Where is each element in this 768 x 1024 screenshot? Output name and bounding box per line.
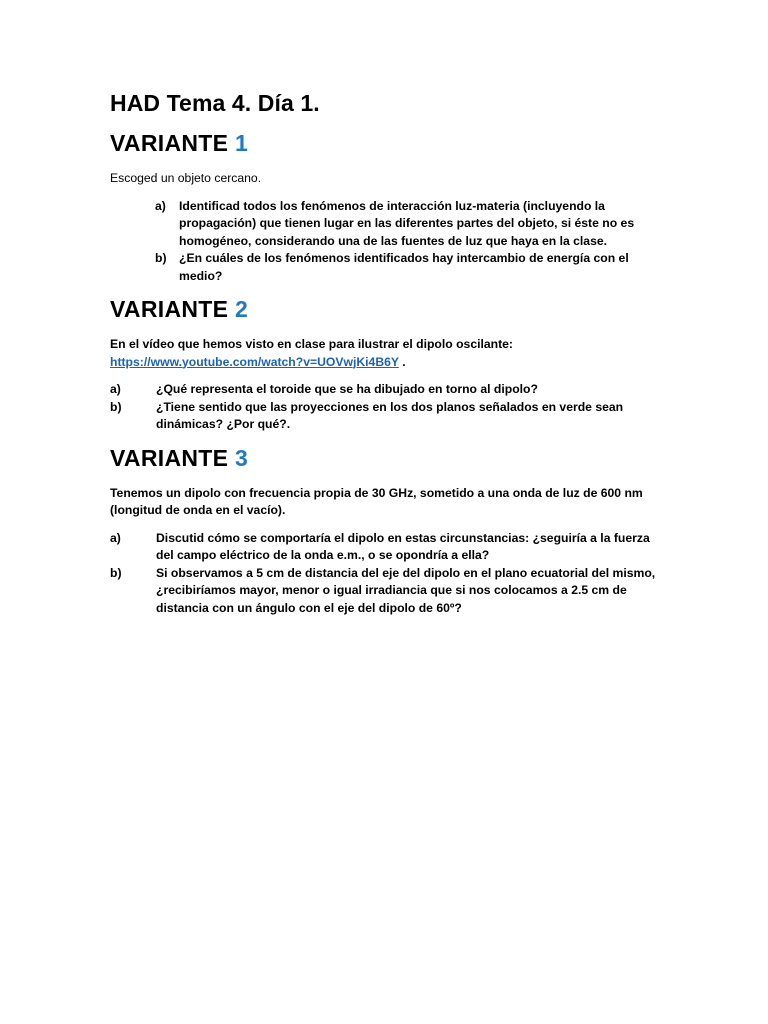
item-text: ¿Tiene sentido que las proyecciones en los dos planos señalados en verde sean dinámicas? ¿Por qué?. bbox=[156, 399, 624, 431]
item-marker: a) bbox=[155, 198, 166, 213]
variant-number: 2 bbox=[234, 296, 249, 322]
document-title: HAD Tema 4. Día 1. bbox=[110, 90, 320, 116]
item-text: Identificad todos los fenómenos de interacción luz-materia (incluyendo la propagación) que tienen lugar en las diferentes partes del objeto, si éste no es homogéneo, considerando una de las fuentes de luz que haya en la clase. bbox=[179, 198, 635, 248]
list-item bbox=[110, 250, 670, 285]
variant-label: VARIANTE bbox=[110, 444, 229, 471]
variant-2-section bbox=[110, 294, 670, 434]
variant-1-question-list bbox=[110, 198, 670, 286]
variant-3-heading bbox=[110, 443, 670, 473]
variant-1-intro: Escoged un objeto cercano. bbox=[110, 171, 262, 185]
item-text: ¿Qué representa el toroide que se ha dibujado en torno al dipolo? bbox=[156, 382, 538, 396]
video-link[interactable]: https://www.youtube.com/watch?v=UOVwjKi4B6Y bbox=[110, 354, 399, 369]
link-suffix: . bbox=[398, 354, 406, 369]
variant-2-question-list bbox=[110, 381, 670, 434]
item-marker: b) bbox=[155, 251, 167, 265]
variant-3-intro: Tenemos un dipolo con frecuencia propia de 30 GHz, sometido a una onda de luz de 600 nm (longitud de onda en el vacío). bbox=[110, 485, 643, 517]
variant-3-question-list bbox=[110, 530, 670, 618]
item-text: Discutid cómo se comportaría el dipolo en estas circunstancias: ¿seguiría a la fuerza del campo eléctrico de la onda e.m., o se opondría a ella? bbox=[156, 530, 650, 562]
item-marker: b) bbox=[110, 399, 122, 414]
item-marker: a) bbox=[110, 530, 121, 545]
item-text: ¿En cuáles de los fenómenos identificados hay intercambio de energía con el medio? bbox=[179, 251, 629, 283]
variant-2-heading bbox=[110, 294, 670, 324]
item-text: Si observamos a 5 cm de distancia del eje del dipolo en el plano ecuatorial del mismo, ¿recibiríamos mayor, menor o igual irradiancia que si nos colocamos a 2.5 cm de distancia con un ángulo con el eje del dipolo de 60º? bbox=[156, 565, 656, 615]
list-item bbox=[110, 530, 670, 565]
document-page bbox=[110, 88, 670, 617]
variant-number: 3 bbox=[234, 444, 249, 471]
item-marker: b) bbox=[110, 565, 122, 580]
variant-number: 1 bbox=[234, 130, 249, 156]
variant-label: VARIANTE bbox=[110, 130, 229, 156]
list-item bbox=[110, 565, 670, 618]
variant-1-heading bbox=[110, 128, 670, 158]
list-item bbox=[110, 399, 670, 434]
list-item bbox=[110, 381, 670, 399]
variant-3-section bbox=[110, 443, 670, 618]
variant-2-intro-text: En el vídeo que hemos visto en clase para ilustrar el dipolo oscilante: bbox=[110, 337, 513, 351]
variant-2-intro bbox=[110, 336, 670, 371]
variant-1-section bbox=[110, 128, 670, 285]
list-item bbox=[110, 198, 670, 251]
item-marker: a) bbox=[110, 382, 121, 396]
variant-label: VARIANTE bbox=[110, 296, 229, 322]
